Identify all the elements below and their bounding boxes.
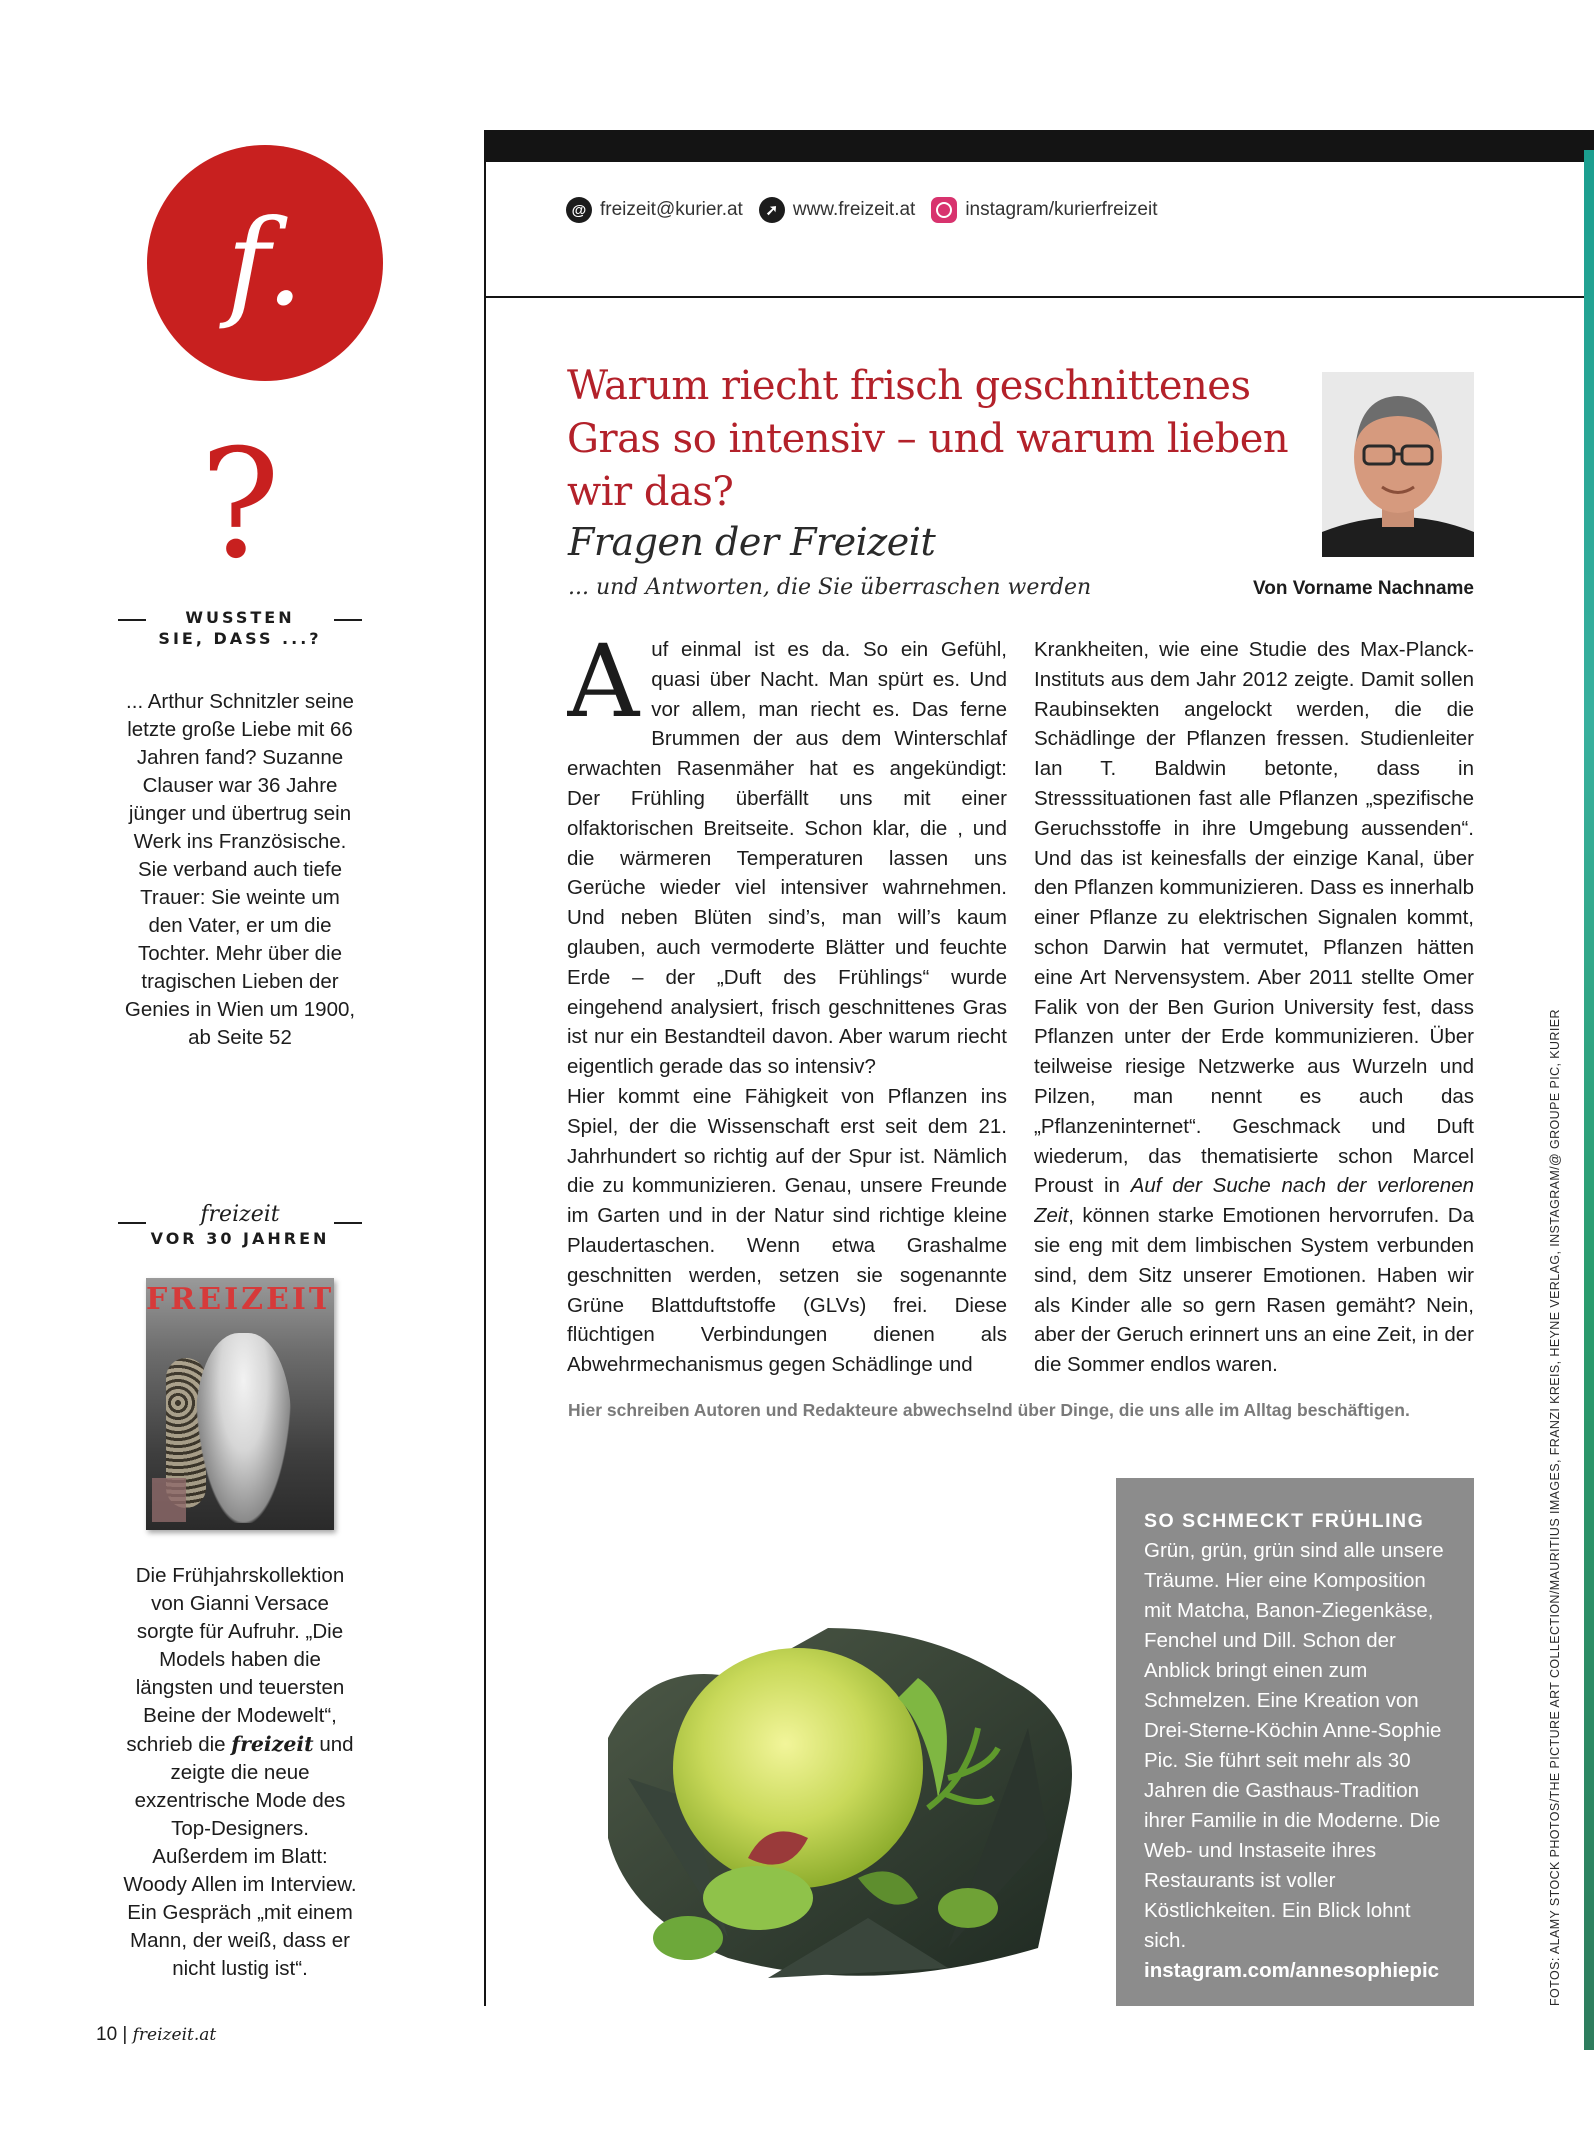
vor30-brand: freizeit <box>200 1202 280 1227</box>
author-portrait-icon <box>1322 372 1474 557</box>
matcha-dish-image <box>568 1478 1116 2006</box>
article-column-1 <box>567 635 1007 1385</box>
freizeit-logo <box>147 145 383 381</box>
spring-info-box <box>1116 1478 1474 2006</box>
article-text: , können starke Emotionen hervorrufen. Da sie eng mit dem limbischen System verbunden sind, dem Sitz unserer Emotionen. Haben wir als Kinder alle so gern Rasen gemäht? Nein, aber der Geruch erinnert uns an eine Zeit, in der die Sommer endlos waren. <box>1034 1204 1474 1377</box>
page-edge-strip <box>1584 150 1594 2050</box>
cover-title: FREIZEIT <box>146 1282 334 1317</box>
wussten-heading <box>118 607 362 649</box>
author-photo <box>1322 372 1474 557</box>
vor30-text <box>122 1562 358 1983</box>
photo-credit: FOTOS: ALAMY STOCK PHOTOS/THE PICTURE ART COLLECTION/MAURITIUS IMAGES, FRANZI KREIS, HEYNE VERLAG, INSTAGRAM/@ GROUPE PIC, KURIER <box>1548 1009 1562 2006</box>
section-title: Fragen der Freizeit <box>568 520 936 564</box>
spring-box-link[interactable]: instagram.com/annesophiepic <box>1144 1959 1440 1982</box>
folio-separator: | <box>122 2024 128 2045</box>
divider <box>334 619 362 621</box>
instagram-icon <box>931 197 957 223</box>
vor30-text-brand: freizeit <box>231 1732 314 1756</box>
wussten-heading-line2: SIE, DASS ...? <box>158 629 322 648</box>
vor30-heading-label: VOR 30 JAHREN <box>150 1229 330 1248</box>
article-paragraph: uf einmal ist es da. So ein Gefühl, quasi über Nacht. Man spürt es. Und vor allem, man riecht es. Das ferne Brummen der aus dem Winterschlaf erwachten Rasenmäher hat es angekündigt: Der Frühling überfällt uns mit einer olfaktorischen Breitseite. Schon klar, die , und die wärmeren Temperaturen lassen uns Gerüche wieder viel intensiver wahrnehmen. Und neben Blüten sind’s, man will’s kaum glauben, auch vermoderte Blätter und feuchte Erde – der „Duft des Frühlings“ wurde eingehend analysiert, frisch geschnittenes Gras ist nur ein Bestandteil davon. Aber warum riecht eigentlich gerade das so intensiv? <box>567 638 1007 1079</box>
article-paragraph: Hier kommt eine Fähigkeit von Pflanzen ins Spiel, der die Wissenschaft erst seit dem 21. Jahrhundert so richtig auf der Spur ist. Nämlich die zu kommunizieren. Genau, unsere Freunde im Garten und in der Natur sind richtige kleine Plaudertaschen. Wenn etwa Grashalme geschnitten werden, setzen sie sogenannte Grüne Blattduftstoffe (GLVs) frei. Diese flüchtigen Verbindungen dienen als Abwehrmechanismus gegen Schädlinge und <box>567 1084 1007 1377</box>
vor30-text-part2: und zeigte die neue exzentrische Mode des Top-Designers. Außerdem im Blatt: Woody Allen im Interview. Ein Gespräch „mit einem Mann, der weiß, dass er nicht lustig ist“. <box>123 1733 357 1980</box>
divider <box>118 619 146 621</box>
wussten-heading-text <box>158 607 321 649</box>
article-paragraph <box>1034 635 1474 1380</box>
logo-letter: f. <box>226 194 304 332</box>
article-column-2 <box>1034 635 1474 1385</box>
web-link[interactable]: www.freizeit.at <box>792 199 916 220</box>
cover-model-figure <box>196 1333 291 1523</box>
spring-box-title: SO SCHMECKT FRÜHLING <box>1144 1510 1425 1532</box>
instagram-link[interactable]: instagram/kurierfreizeit <box>965 199 1158 220</box>
contact-line <box>566 197 1166 223</box>
spring-box-text: Grün, grün, grün sind alle unsere Träume. Hier eine Komposition mit Matcha, Banon-Ziegenkäse, Fenchel und Dill. Schon der Anblick bringt einen zum Schmelzen. Eine Kreation von Drei-Sterne-Köchin Anne-Sophie Pic. Sie führt seit mehr als 30 Jahren die Gasthaus-Tradition ihrer Familie in die Moderne. Die Web- und Instaseite ihres Restaurants ist voller Köstlichkeiten. Ein Blick lohnt sich. <box>1144 1539 1444 1952</box>
top-bar <box>485 130 1594 162</box>
contact-rule <box>485 296 1594 298</box>
email-icon: @ <box>566 197 592 223</box>
page-number: 10 <box>96 2024 118 2045</box>
column-rule <box>484 130 486 2006</box>
food-photo <box>568 1478 1116 2006</box>
divider <box>334 1222 362 1224</box>
vor30-heading <box>118 1202 362 1249</box>
book-title: Auf der Suche nach der verlorenen Zeit <box>1034 1174 1474 1228</box>
article-headline: Warum riecht frisch geschnittenes Gras so intensiv – und warum lieben wir das? <box>567 363 1289 515</box>
article-text: Krankheiten, wie eine Studie des Max-Planck-Instituts aus dem Jahr 2012 zeigte. Damit sollen Raubinsekten angelockt werden, die die Schädlinge der Pflanzen fressen. Studienleiter Ian T. Baldwin betonte, dass in Stresssituationen fast alle Pflanzen „spezifische Geruchsstoffe in ihre Umgebung aussenden“. Und das ist keinesfalls der einzige Kanal, über den Pflanzen kommunizieren. Dass es innerhalb einer Pflanze zu elektrischen Signalen kommt, schon Darwin hat vermutet, Pflanzen hätten eine Art Nervensystem. Aber 2011 stellte Omer Falik von der Ben Gurion University fest, dass Pflanzen unter der Erde kommunizieren. Über teilweise riesige Netzwerke aus Wurzeln und Pilzen, man nennt es auch das „Pflanzeninternet“. Geschmack und Duft wiederum, das thematisierte schon Marcel Proust in <box>1034 638 1474 1198</box>
web-icon: ➚ <box>759 197 785 223</box>
folio-site: freizeit.at <box>132 2025 217 2045</box>
email-link[interactable]: freizeit@kurier.at <box>600 199 743 220</box>
article-tagline: Hier schreiben Autoren und Redakteure abwechselnd über Dinge, die uns alle im Alltag beschäftigen. <box>568 1400 1410 1420</box>
cover-caption-box <box>152 1478 186 1522</box>
wussten-heading-line1: WUSSTEN <box>185 608 295 627</box>
vor30-heading-text <box>151 1202 330 1249</box>
magazine-cover-image <box>146 1278 334 1530</box>
question-mark-icon: ? <box>199 418 281 592</box>
byline: Von Vorname Nachname <box>1252 578 1474 599</box>
section-subtitle: ... und Antworten, die Sie überraschen werden <box>568 575 1092 600</box>
dropcap: A <box>567 635 640 740</box>
page-folio <box>96 2024 216 2046</box>
divider <box>118 1222 146 1224</box>
wussten-text: ... Arthur Schnitzler seine letzte große Liebe mit 66 Jahren fand? Suzanne Clauser war 36 Jahre jünger und übertrug sein Werk ins Französische. Sie verband auch tiefe Trauer: Sie weinte um den Vater, er um die Tochter. Mehr über die tragischen Lieben der Genies in Wien um 1900, ab Seite 52 <box>124 690 356 1049</box>
vor30-text-part1: Die Frühjahrskollektion von Gianni Versace sorgte für Aufruhr. „Die Models haben die längsten und teuersten Beine der Modewelt“, schrieb die <box>126 1564 345 1756</box>
